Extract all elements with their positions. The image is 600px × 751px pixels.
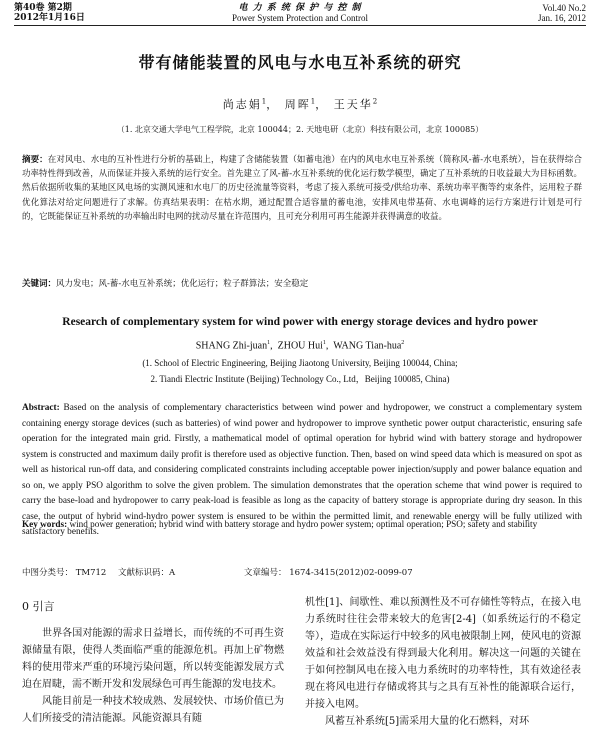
article-number: 文章编号： 1674-3415(2012)02-0099-07 — [244, 568, 413, 578]
affiliation-cn: （1. 北京交通大学电气工程学院，北京 100044；2. 天地电研（北京）科技有限公司，北京 100085） — [116, 125, 484, 134]
section-heading: 0 引言 — [22, 600, 55, 613]
body-paragraph: 风能目前是一种技术较成熟、发展较快、市场价值已为人们所接受的清洁能源。风能资源具有随 — [22, 696, 284, 724]
author-name: SHANG Zhi-juan — [195, 340, 268, 352]
issue-info: 第40卷 第2期 2012年1月16日 — [14, 3, 85, 23]
body-paragraph: 机性[1]、间歇性、难以预测性及不可存储性等特点，在接入电力系统时往往会带来较大的危害[2-4]（如系统运行的不稳定等），造成在实际运行中较多的风电被限制上网，使风电的资源效益和社会效益没有得到最大化利用。解决这一问题的关键在于如何控制风电在接入电力系统时的功率特性，其有效途径表现在将风电进行存储或将其与之具有互补性的能源联合运行，并接入电网。 — [305, 597, 581, 710]
author-name: WANG Tian-hua — [333, 340, 402, 352]
affiliation-en: (1. School of Electric Engineering, Beijing Jiaotong University, Beijing 100044, China; 2. Tiandi Electric Institute (Beijing) Technology Co., Ltd，Beijing 100085, China) — [142, 358, 458, 384]
journal-header — [14, 3, 586, 26]
document-code: 文献标识码：A — [118, 568, 176, 578]
paper-title: 带有储能装置的风电与水电互补系统的研究 — [138, 53, 462, 72]
keywords-label: Key words: — [22, 519, 68, 529]
body-paragraph: 世界各国对能源的需求日益增长，而传统的不可再生资源储量有限，使得人类面临严重的能源危机。再加上矿物燃料的使用带来严重的环境污染问题，所以转变能源发展方式迫在眉睫，需不断开发和发展绿色可再生能源的发电技术。 — [22, 628, 284, 690]
body-paragraph: 风蓄互补系统[5]需采用大量的化石燃料，对环 — [325, 716, 530, 727]
author-list-cn: 尚志娟$^1$， 周晖$^1$， 王天华$^2$ — [222, 97, 378, 111]
abstract-text: Based on the analysis of complementary characteristics between wind power and hydropower, we construct a complementary system containing energy storage devices (such as batteries) of wind power and hydropower to improve synthetic power output characteristic, ensuring safe operation for the integrated main grid. Firstly, a mathematical model of optimal operation for hybrid wind with battery storage and hydropower system is constructed and maximum daily profit is therefore used as objective function. Then, based on wind speed data which is measured on spot as well as historical run-off data, and considering complicated constraints including acceptable power injection/supply and power balance equation and so on, we apply PSO algorithm to solve the given problem. The simulation demonstrates that the operation scheme that wind power is required to carry the base-load and hydropower to carry peak-load is feasible as long as the capacity of battery storage is appropriate during dry season. In this case, the output of hybrid wind-hydro power system is ensured to be within the permitted limit, and renewable energy will be fully utilized with satisfactory benefits. — [22, 403, 582, 537]
author-name: 尚志娟 — [222, 98, 262, 111]
author-name: 王天华 — [333, 98, 373, 111]
keywords-en — [22, 518, 582, 531]
issue-info-en: Vol.40 No.2 Jan. 16, 2012 — [538, 3, 586, 23]
english-title: Research of complementary system for wind power with energy storage devices and hydro power — [62, 316, 538, 328]
abstract-text: 在对风电、水电的互补性进行分析的基础上，构建了含储能装置（如蓄电池）在内的风电水电互补系统（简称风-蓄-水电系统），旨在获得综合功率特性得到改善，从而保证并接入系统的运行安全。首先建立了风-蓄-水互补系统的优化运行数学模型，确定了互补系统的日收益最大为目标函数。然后依据所收集的某地区风电场的实测风速和水电厂的历史径流量等资料，考虑了接入系统可接受/供给功率、系统功率平衡等约束条件，运用粒子群优化算法对给定问题进行了求解。仿真结果表明：在枯水期，通过配置合适容量的蓄电池，安排风电带基荷、水电调峰的运行方案进行计划是可行的，它既能保证互补系统的功率输出时电网的扰动尽量在许范围内，且可充分利用可再生能源并获得满意的收益。 — [22, 155, 582, 222]
keywords-text: wind power generation; hybrid wind with battery storage and hydro power system; optimal operation; PSO; safety and stability — [69, 519, 538, 529]
keywords-cn — [22, 278, 582, 291]
abstract-cn — [22, 153, 582, 224]
journal-name: 电 力 系 统 保 护 与 控 制 Power System Protection and Control — [232, 3, 368, 23]
body-column-right — [305, 594, 581, 730]
body-column-left — [22, 598, 284, 727]
keywords-text: 风力发电；风-蓄-水电互补系统；优化运行；粒子群算法；安全稳定 — [56, 279, 309, 289]
author-name: ZHOU Hui — [277, 340, 323, 352]
abstract-label: 摘要： — [22, 155, 48, 165]
abstract-label: Abstract: — [22, 403, 60, 413]
keywords-label: 关键词： — [22, 279, 57, 289]
author-list-en: SHANG Zhi-juan$^1$, ZHOU Hui$^1$, WANG Tian-hua$^2$ — [195, 340, 405, 352]
author-name: 周晖 — [284, 98, 311, 111]
clc-number: 中图分类号： TM712 — [22, 568, 107, 578]
